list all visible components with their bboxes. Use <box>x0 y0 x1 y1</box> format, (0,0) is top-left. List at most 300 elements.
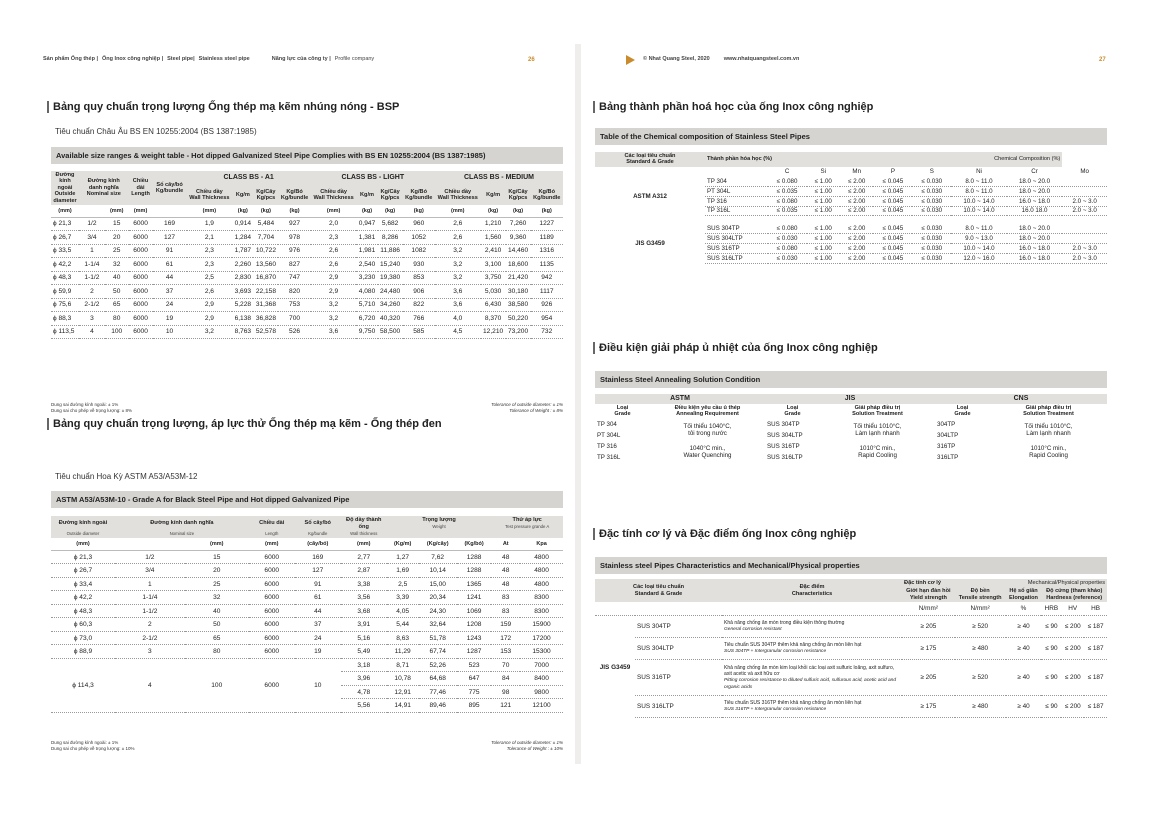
table-cell: 3,6 <box>435 285 481 299</box>
table-row <box>51 325 563 339</box>
table-cell: 16.0 ~ 18.0 <box>1007 196 1063 206</box>
table-cell: ≤ 0.045 <box>873 186 912 196</box>
table-cell: 21,420 <box>506 271 531 285</box>
table-cell: 4,5 <box>435 325 481 339</box>
table-row <box>595 224 1107 234</box>
table-cell: 2,1 <box>187 231 233 245</box>
unit-cell: (mm) <box>249 538 295 550</box>
table-cell: ≤ 0.080 <box>768 224 807 234</box>
table-cell: 6000 <box>249 658 295 712</box>
col-kgb_en: Kg/bundle <box>280 194 309 201</box>
table-cell: 4,0 <box>435 312 481 326</box>
col-grade: Các loại tiêu chuẩn <box>633 584 685 591</box>
website: www.nhatquangsteel.com.vn <box>723 56 800 62</box>
table-cell: 40 <box>105 271 129 285</box>
table-cell: 2.0 ~ 3.0 <box>1062 253 1107 263</box>
col-bun-en: Kg/bundle <box>295 531 341 538</box>
col-nb-en: Nominal size <box>115 531 249 538</box>
element-label: C <box>784 168 790 176</box>
grade-cell: SUS 316LTP <box>767 453 803 461</box>
left-header <box>43 56 565 62</box>
table-cell: 2,540 <box>356 258 377 272</box>
condition-line: 1040°C min., <box>689 444 726 452</box>
table-cell: ≥ 480 <box>955 638 1006 660</box>
col-thk_en: Wall Thickness <box>313 194 354 201</box>
table-cell: 11,29 <box>387 645 419 659</box>
unit-cell: HRB <box>1041 602 1061 616</box>
table-cell: 169 <box>295 550 341 564</box>
table-cell: 927 <box>278 217 310 231</box>
table-cell: 32 <box>185 591 249 605</box>
table-cell: 6000 <box>249 591 295 605</box>
table-cell: ɸ 73,0 <box>51 631 115 645</box>
table-cell: ≤ 1.00 <box>807 177 840 187</box>
condition-cell <box>990 419 1107 441</box>
table-cell: 12.0 ~ 16.0 <box>951 253 1007 263</box>
note: Dung sai đường kính ngoài: ± 1% <box>51 402 119 407</box>
table-cell: 827 <box>278 258 310 272</box>
table-cell: 1-1/4 <box>115 591 185 605</box>
col-kgb-label: Kg/Bó <box>538 188 555 195</box>
table-cell: ≥ 205 <box>902 660 955 696</box>
header-item: Năng lực của công ty | <box>271 56 331 62</box>
page-number: 27 <box>1099 57 1106 63</box>
condition-line: Rapid Cooling <box>858 451 897 459</box>
table-cell: 4800 <box>520 564 563 578</box>
table-cell: 6000 <box>249 645 295 659</box>
condition-line: Rapid Cooling <box>1029 451 1068 459</box>
condition-line: Tối thiểu 1040°C, <box>683 422 732 430</box>
note: Tolerance of outside diameter: ± 1% <box>491 740 563 745</box>
table-cell: 18.0 ~ 20.0 <box>1007 177 1063 187</box>
table-cell: 84 <box>491 672 520 686</box>
table-cell: 40,320 <box>378 312 403 326</box>
table-cell: 2.0 ~ 3.0 <box>1062 196 1107 206</box>
table-cell: 36,828 <box>253 312 278 326</box>
table-cell: 61 <box>153 258 187 272</box>
table-cell: 51,78 <box>419 631 457 645</box>
col-nb: Đường kính danh nghĩa <box>87 178 120 191</box>
grade-cell: TP 316 <box>597 442 617 450</box>
table-cell: TP 316L <box>705 206 768 216</box>
col-sol-en: Solution Treatment <box>1023 411 1074 418</box>
table-cell: ≤ 0.045 <box>873 177 912 187</box>
characteristics-cell <box>722 616 902 638</box>
grade-cell: 304TP <box>937 420 956 428</box>
table-cell: 942 <box>531 271 563 285</box>
standard-name: JIS G3459 <box>599 663 631 671</box>
table-cell: 3,2 <box>435 244 481 258</box>
table-cell: ≤ 2.00 <box>840 224 873 234</box>
table-cell: 83 <box>491 604 520 618</box>
unit-cell: (kg) <box>253 205 278 217</box>
col-ys-en: Yield strength <box>909 594 947 601</box>
table-cell: 6000 <box>129 244 153 258</box>
table-cell: 747 <box>278 271 310 285</box>
table-cell: 1208 <box>457 618 492 632</box>
table-cell: 48 <box>491 577 520 591</box>
table-cell: 2 <box>115 618 185 632</box>
table-cell: 2,6 <box>435 231 481 245</box>
table-cell: 83 <box>491 591 520 605</box>
blank <box>705 167 768 177</box>
table-cell: 2.0 ~ 3.0 <box>1062 206 1107 216</box>
table-cell: ≤ 187 <box>1084 638 1107 660</box>
col-len: Chiều dài <box>259 520 285 527</box>
table-cell: 7000 <box>520 658 563 672</box>
table-cell: 6000 <box>129 325 153 339</box>
page-number: 26 <box>528 57 535 63</box>
table-cell: PT 304L <box>705 186 768 196</box>
table-cell: 6,430 <box>481 298 506 312</box>
unit-cell: N/mm² <box>902 602 955 616</box>
char-en: General corrosion resistant <box>724 627 782 633</box>
table-cell: 2,3 <box>187 244 233 258</box>
table-cell: 37 <box>153 285 187 299</box>
grade-cell: 304LTP <box>937 431 959 439</box>
table-cell: ≥ 205 <box>902 616 955 638</box>
table-cell: 8,63 <box>387 631 419 645</box>
col-thk_en: Wall Thickness <box>437 194 478 201</box>
table-cell: 7,62 <box>419 550 457 564</box>
table-row <box>595 638 1107 660</box>
table-cell: ɸ 42,2 <box>51 591 115 605</box>
table-cell: 14,460 <box>506 244 531 258</box>
table-cell: 820 <box>278 285 310 299</box>
table-cell: ≤ 2.00 <box>840 186 873 196</box>
table-cell: ≤ 1.00 <box>807 243 840 253</box>
col-ts-en: Tensile strength <box>958 594 1002 601</box>
table-cell: 9,360 <box>506 231 531 245</box>
table-cell: 20 <box>105 231 129 245</box>
col-thk <box>187 185 233 205</box>
table-cell: ≤ 0.045 <box>873 243 912 253</box>
table-cell: 22,158 <box>253 285 278 299</box>
table-cell: 32,64 <box>419 618 457 632</box>
table-cell: ≤ 0.045 <box>873 253 912 263</box>
table-cell: 753 <box>278 298 310 312</box>
col-kgb <box>403 185 435 205</box>
col-len-en: Length <box>249 531 295 538</box>
table-row <box>595 660 1107 696</box>
grade-cell: SUS 316LTP <box>635 696 722 718</box>
unit-cell: HB <box>1084 602 1107 616</box>
table-cell: 766 <box>403 312 435 326</box>
table-cell: 50,220 <box>506 312 531 326</box>
unit-cell: (mm) <box>51 538 115 550</box>
element-label: S <box>929 168 934 176</box>
col-grade-en: Grade <box>614 411 631 418</box>
table-cell: 3,2 <box>311 312 357 326</box>
table-cell: 20 <box>185 564 249 578</box>
table-cell: 16.0 18.0 <box>1007 206 1063 216</box>
table-cell: ≤ 90 <box>1041 660 1061 696</box>
unit-cell: (kg) <box>403 205 435 217</box>
table-row <box>595 616 1107 638</box>
table-cell: 526 <box>278 325 310 339</box>
col-nb-en: Nominal size <box>86 191 121 198</box>
table-cell: 1,284 <box>232 231 253 245</box>
table-row <box>595 696 1107 718</box>
col-kgb-label: Kg/Bó <box>410 188 427 195</box>
table-row <box>51 618 563 632</box>
col-len: Chiều dài <box>132 178 149 191</box>
chem-table <box>595 152 1107 264</box>
table-cell: 14,91 <box>387 699 419 713</box>
table-cell: 12100 <box>520 699 563 713</box>
table-cell: ≤ 0.030 <box>912 253 951 263</box>
col-kgc_en: Kg/pcs <box>256 194 276 201</box>
grade-cell: SUS 316TP <box>767 442 800 450</box>
table-cell: 1,560 <box>481 231 506 245</box>
table-cell: 24,30 <box>419 604 457 618</box>
table-cell: 18.0 ~ 20.0 <box>1007 234 1063 244</box>
table-cell: 3,2 <box>435 271 481 285</box>
right-header <box>643 56 1113 62</box>
col-el: Hệ số giãn <box>1009 588 1038 595</box>
table-cell: 2,9 <box>311 271 357 285</box>
table-cell: 16.0 ~ 18.0 <box>1007 243 1063 253</box>
table-cell: ≤ 0.045 <box>873 234 912 244</box>
table-row <box>51 604 563 618</box>
table-cell: SUS 304TP <box>705 224 768 234</box>
col-weight: Trọng lượng <box>387 516 492 524</box>
mech-band: Stainless steel Pipes Characteristics and Mechanical/Physical properties <box>595 557 1107 574</box>
table-cell: 1,210 <box>481 217 506 231</box>
table-cell: ≤ 0.030 <box>912 243 951 253</box>
table-cell: 13,560 <box>253 258 278 272</box>
table-cell: 19,380 <box>378 271 403 285</box>
table-cell: ≤ 0.045 <box>873 196 912 206</box>
table-cell: 5,49 <box>341 645 387 659</box>
char-en: SUS 316TP + Intergranular corrosion resistance <box>724 707 827 713</box>
table-cell: 647 <box>457 672 492 686</box>
char-en: Pitting corrosion resistance to diluted sulfuric acid, sulfurous acid, acetic acid and organic acids <box>724 678 897 691</box>
table-cell: 6000 <box>129 285 153 299</box>
header-item: Stainless steel pipe <box>198 56 250 62</box>
note: Dung sai cho phép về trọng lượng: ± 10% <box>51 746 135 752</box>
col-kgb <box>278 185 310 205</box>
table-row <box>51 631 563 645</box>
col-hd: Độ cứng (tham khảo) <box>1046 588 1103 595</box>
col-bun-en: Kg/bundle <box>155 188 184 195</box>
grade-cell: PT 304L <box>597 431 621 439</box>
unit-cell: HV <box>1061 602 1084 616</box>
table-cell: ≤ 2.00 <box>840 243 873 253</box>
table-cell: 3,68 <box>341 604 387 618</box>
table-cell: 17200 <box>520 631 563 645</box>
table-cell: 6000 <box>129 312 153 326</box>
table-cell: 52,578 <box>253 325 278 339</box>
table-cell: 8,71 <box>387 658 419 672</box>
table-cell: 65 <box>105 298 129 312</box>
table-cell: 1288 <box>457 550 492 564</box>
col-grade-en: Standard & Grade <box>626 159 674 166</box>
table-cell: 6000 <box>129 231 153 245</box>
table-cell: 960 <box>403 217 435 231</box>
table-cell: 6000 <box>249 631 295 645</box>
table-cell: 3,100 <box>481 258 506 272</box>
table-cell: ɸ 88,9 <box>51 645 115 659</box>
table-cell: 895 <box>457 699 492 713</box>
table-cell: 5,710 <box>356 298 377 312</box>
table-cell: 3,750 <box>481 271 506 285</box>
table-row <box>51 645 563 659</box>
table-cell: 2,3 <box>311 231 357 245</box>
table-cell: 50 <box>185 618 249 632</box>
table-cell: 25 <box>105 244 129 258</box>
col-grade: Các loại tiêu chuẩn <box>624 153 676 159</box>
col-kgm-label: Kg/m <box>360 191 374 198</box>
table-cell: ≤ 0.045 <box>873 206 912 216</box>
table-cell: 12,210 <box>481 325 506 339</box>
anneal-table <box>595 394 1107 463</box>
table-cell: 5,56 <box>341 699 387 713</box>
table-cell: ɸ 26,7 <box>51 231 79 245</box>
std-astm: ASTM <box>595 394 765 404</box>
col-nb: Đường kính danh nghĩa <box>150 520 214 527</box>
table-cell: ≤ 0.030 <box>912 224 951 234</box>
table-cell: 1,27 <box>387 550 419 564</box>
bsp-table <box>51 171 563 339</box>
table-cell: 1052 <box>403 231 435 245</box>
table-cell: 98 <box>491 685 520 699</box>
table-cell: 15 <box>185 550 249 564</box>
table-cell: 3,2 <box>187 325 233 339</box>
table-cell: 1082 <box>403 244 435 258</box>
table-cell: 4,78 <box>341 685 387 699</box>
table-cell: ≤ 200 <box>1061 616 1084 638</box>
unit-cell: (kg) <box>481 205 506 217</box>
table-cell: ɸ 114,3 <box>51 658 115 712</box>
table-cell: ɸ 33,5 <box>51 244 79 258</box>
table-cell: 10,78 <box>387 672 419 686</box>
table-cell <box>1062 186 1107 196</box>
table-cell: 1,9 <box>187 217 233 231</box>
col-bun: Số cây/bó <box>156 181 183 188</box>
unit-cell: At <box>491 538 520 550</box>
col-kgm <box>232 185 253 205</box>
table-cell: 169 <box>153 217 187 231</box>
table-cell: 2 <box>79 285 105 299</box>
table-cell: 8,286 <box>378 231 403 245</box>
anneal-band: Stainless Steel Annealing Solution Condition <box>595 371 1107 388</box>
table-cell: ɸ 113,5 <box>51 325 79 339</box>
table-cell: 70 <box>491 658 520 672</box>
grade-cell: SUS 304LTP <box>767 431 803 439</box>
table-cell: ≤ 0.030 <box>912 177 951 187</box>
table-cell: 153 <box>491 645 520 659</box>
table-cell: 6000 <box>249 564 295 578</box>
table-cell: ≤ 0.030 <box>768 253 807 263</box>
char-vi: Khả năng chống ăn mòn trong điều kiện thông thường <box>724 620 845 627</box>
table-cell: 2-1/2 <box>79 298 105 312</box>
condition-line: Water Quenching <box>683 451 732 459</box>
astm-notes-en <box>413 740 563 752</box>
element-label: Si <box>820 168 827 176</box>
std-cns: CNS <box>935 394 1107 404</box>
table-cell: 4 <box>115 658 185 712</box>
col-kgm-label: Kg/m <box>486 191 501 198</box>
table-cell: 978 <box>278 231 310 245</box>
table-cell: 3 <box>79 312 105 326</box>
col-od: Đường kính ngoài <box>58 520 108 527</box>
table-cell: 2-1/2 <box>115 631 185 645</box>
condition-cell <box>820 441 935 463</box>
table-cell: 1117 <box>531 285 563 299</box>
table-row <box>51 231 563 245</box>
col-kgb-label: Kg/Bó <box>286 188 303 195</box>
table-cell: 15 <box>105 217 129 231</box>
note: Tolerance of Weight : ± 10% <box>506 746 563 752</box>
table-cell: 10,722 <box>253 244 278 258</box>
table-cell: 926 <box>531 298 563 312</box>
table-cell: 6000 <box>129 258 153 272</box>
table-cell: ɸ 48,3 <box>51 271 79 285</box>
table-cell: 44 <box>295 604 341 618</box>
table-cell: 6000 <box>249 618 295 632</box>
col-pressure-en: Test pressure grande A <box>491 524 563 531</box>
col-sol: Giải pháp điều trị <box>854 405 901 412</box>
table-cell: 80 <box>105 312 129 326</box>
table-cell: 3/4 <box>115 564 185 578</box>
table-cell: 2,0 <box>311 217 357 231</box>
grade-cell: SUS 316TP <box>635 660 722 696</box>
table-cell: 5,228 <box>232 298 253 312</box>
table-cell: ≤ 1.00 <box>807 224 840 234</box>
note: Tolerance of outside diameter: ± 1% <box>491 402 563 407</box>
table-cell: 58,500 <box>378 325 403 339</box>
col-thk-label: Chiều dầy <box>444 188 472 195</box>
table-cell: 2,9 <box>311 285 357 299</box>
table-cell: 15,240 <box>378 258 403 272</box>
table-cell: ≤ 0.030 <box>912 234 951 244</box>
table-cell: 1/2 <box>79 217 105 231</box>
chem-band: Table of the Chemical composition of Stainless Steel Pipes <box>595 128 1107 145</box>
table-cell: 24 <box>153 298 187 312</box>
table-cell: 38,580 <box>506 298 531 312</box>
note: Tolerance of Weight : ± 8% <box>509 408 563 414</box>
table-cell: 52,26 <box>419 658 457 672</box>
unit-cell <box>115 538 185 550</box>
table-cell: 775 <box>457 685 492 699</box>
table-cell: 4,080 <box>356 285 377 299</box>
condition-cell <box>990 441 1107 463</box>
table-row <box>51 298 563 312</box>
unit-cell: (Kg/cây) <box>419 538 457 550</box>
table-cell: 4,05 <box>387 604 419 618</box>
class-medium: CLASS BS - MEDIUM <box>435 171 563 185</box>
table-row <box>51 312 563 326</box>
table-cell: 91 <box>295 577 341 591</box>
mech-title: Đặc tính cơ lý và Đặc điểm ống Inox công nghiệp <box>593 528 856 540</box>
note: Dung sai đường kính ngoài: ± 1% <box>51 740 119 745</box>
col-thk-en: Wall thickness <box>341 531 387 538</box>
table-cell: 2,6 <box>435 217 481 231</box>
col-thk <box>435 185 481 205</box>
table-cell: 732 <box>531 325 563 339</box>
table-cell: ≤ 90 <box>1041 616 1061 638</box>
table-cell: 2,5 <box>387 577 419 591</box>
table-cell: TP 304 <box>705 177 768 187</box>
table-cell: 5,030 <box>481 285 506 299</box>
table-cell: 159 <box>491 618 520 632</box>
table-cell: 48 <box>491 550 520 564</box>
table-cell: ≤ 90 <box>1041 696 1061 718</box>
table-cell: ≤ 0.030 <box>912 206 951 216</box>
col-grade-en: Grade <box>784 411 801 418</box>
note: Dung sai cho phép về trọng lượng: ± 8% <box>51 408 132 414</box>
